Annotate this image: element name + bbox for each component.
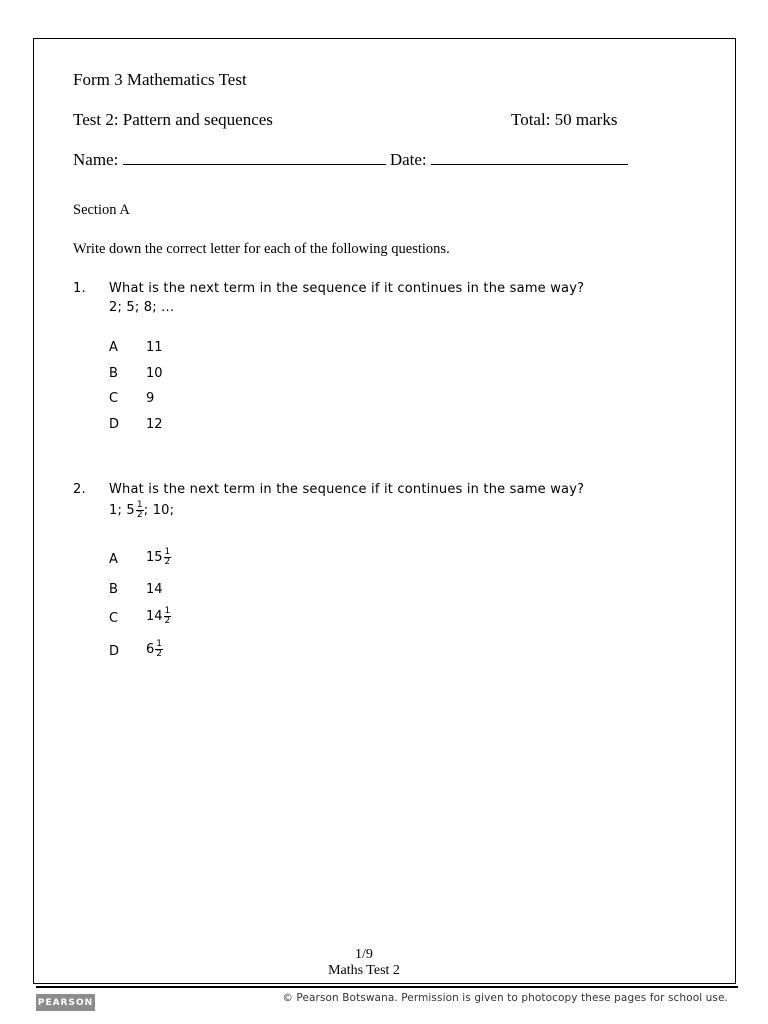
q2-option-c-whole: 14 xyxy=(146,609,163,624)
q2-seq-rest: ; 10; xyxy=(143,503,175,518)
q2-option-c-fraction xyxy=(164,607,172,626)
q1-option-d-value: 12 xyxy=(146,417,163,432)
q1-option-c-letter[interactable]: C xyxy=(109,391,119,406)
q2-option-c-den: 2 xyxy=(164,616,171,626)
q2-option-a-num: 1 xyxy=(164,547,171,557)
question-2-sequence xyxy=(109,501,174,520)
q2-seq-fraction xyxy=(136,501,144,520)
q1-option-a-value: 11 xyxy=(146,340,163,355)
section-instruction: Write down the correct letter for each of the following questions. xyxy=(73,241,450,257)
q1-option-c-value: 9 xyxy=(146,391,155,406)
q2-option-d-letter[interactable]: D xyxy=(109,644,120,659)
copyright-notice: © Pearson Botswana. Permission is given to photocopy these pages for school use. xyxy=(282,992,728,1004)
q1-option-a-letter[interactable]: A xyxy=(109,340,118,355)
test-name: Test 2: Pattern and sequences xyxy=(73,110,273,129)
q1-option-b-letter[interactable]: B xyxy=(109,366,118,381)
question-1-text: What is the next term in the sequence if it continues in the same way? xyxy=(109,281,585,296)
q2-option-a-fraction xyxy=(164,548,172,567)
question-1-sequence: 2; 5; 8; ... xyxy=(109,300,175,315)
name-row xyxy=(73,150,628,170)
page-border-shadow xyxy=(36,986,738,988)
document-name: Maths Test 2 xyxy=(328,963,400,978)
page-number: 1/9 xyxy=(355,947,373,962)
name-label: Name: xyxy=(73,150,119,169)
q2-seq-frac-den: 2 xyxy=(136,510,143,520)
q2-option-d-value xyxy=(146,640,163,659)
q2-option-c-num: 1 xyxy=(164,606,171,616)
q2-option-a-whole: 15 xyxy=(146,550,163,565)
q2-option-d-den: 2 xyxy=(156,649,163,659)
q2-option-a-den: 2 xyxy=(164,557,171,567)
pearson-logo: PEARSON xyxy=(36,994,95,1011)
date-blank[interactable] xyxy=(431,150,628,165)
q2-option-d-whole: 6 xyxy=(146,642,155,657)
question-1-number: 1. xyxy=(73,281,86,296)
q2-option-d-fraction xyxy=(155,640,163,659)
q2-option-a-value xyxy=(146,548,171,567)
question-2-number: 2. xyxy=(73,482,86,497)
q1-option-d-letter[interactable]: D xyxy=(109,417,120,432)
q2-option-d-num: 1 xyxy=(156,639,163,649)
question-2-text: What is the next term in the sequence if it continues in the same way? xyxy=(109,482,585,497)
q2-option-b-value: 14 xyxy=(146,582,163,597)
test-title: Form 3 Mathematics Test xyxy=(73,70,247,89)
q2-option-c-letter[interactable]: C xyxy=(109,611,119,626)
q2-option-c-value xyxy=(146,607,171,626)
q1-option-b-value: 10 xyxy=(146,366,163,381)
name-blank[interactable] xyxy=(123,150,386,165)
q2-option-a-letter[interactable]: A xyxy=(109,552,118,567)
date-label: Date: xyxy=(389,150,427,169)
q2-option-b-letter[interactable]: B xyxy=(109,582,118,597)
total-marks: Total: 50 marks xyxy=(511,110,618,129)
q2-seq-frac-num: 1 xyxy=(136,500,143,510)
section-title: Section A xyxy=(73,202,130,218)
q2-seq-first: 1; 5 xyxy=(109,503,135,518)
